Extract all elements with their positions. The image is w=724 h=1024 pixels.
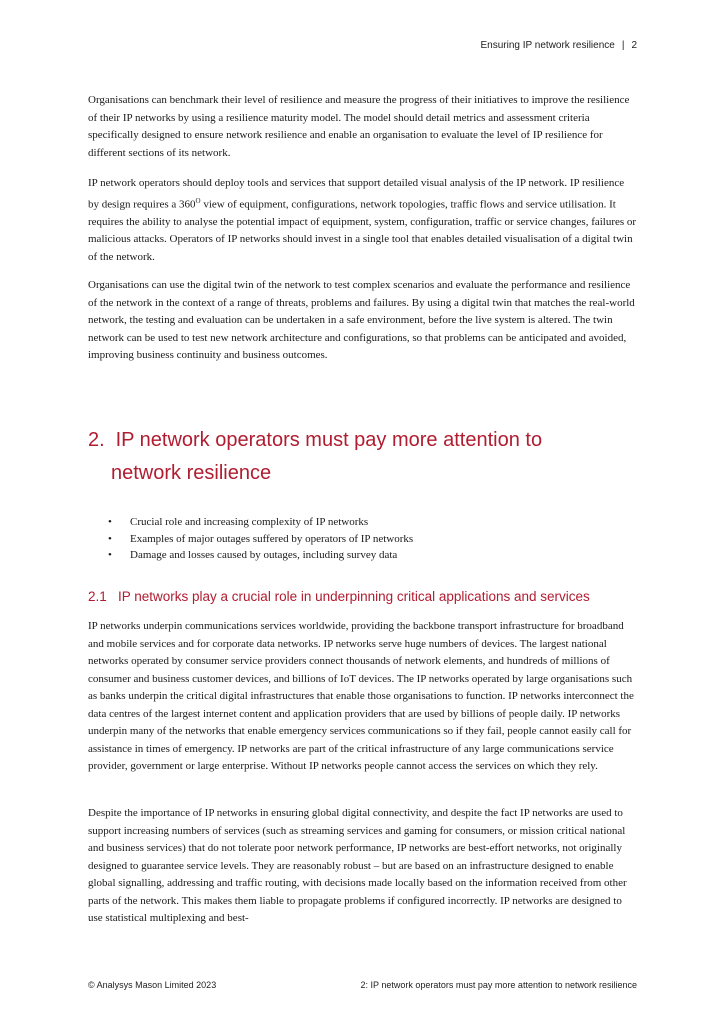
footer-chapter: 2: IP network operators must pay more attention to network resilience	[360, 980, 637, 990]
degree-superscript: O	[195, 196, 201, 205]
paragraph-ip-networks-underpin: IP networks underpin communications services worldwide, providing the backbone transport infrastructure for broadband and mobile services and for corporate data networks. IP networks serve huge numbers of devices. The largest national networks operated by consumer service providers connect thousands of network elements, and hundreds of millions of consumer and business customer devices, and billions of IoT devices. The IP networks operated by large organisations such as banks underpin the critical digital infrastructures that enable those organisations to function. IP networks interconnect the data centres of the largest internet content and application providers that are used by billions of people daily. IP networks underpin many of the networks that enable emergency services communications so if they fail, people cannot easily call for assistance in times of emergency. IP networks are part of the critical infrastructure of any large communications service provider, government or large enterprise. Without IP networks people cannot access the services on which they rely.	[88, 620, 634, 772]
list-item-text: Damage and losses caused by outages, including survey data	[130, 549, 398, 561]
footer-copyright: © Analysys Mason Limited 2023	[88, 980, 217, 990]
list-item	[108, 514, 413, 531]
list-item	[108, 547, 413, 564]
paragraph-visual-analysis-part1: IP network operators should deploy tools and services that support detailed visual analysis of the IP network. IP resilience by design requires a 360	[88, 177, 625, 211]
page-footer	[88, 980, 637, 990]
section-number: 2.	[88, 429, 105, 451]
paragraph-visual-analysis-part2: view of equipment, configurations, network topologies, traffic flows and service utilisation. It requires the ability to analyse the potential impact of equipment, system, configuration, traffic or service changes, failures or malicious attacks. Operators of IP networks should invest in a single tool that enables detailed visualisation of a digital twin of the network.	[88, 198, 637, 263]
page-header	[481, 40, 638, 51]
list-item-text: Examples of major outages suffered by operators of IP networks	[130, 532, 414, 545]
subsection-heading	[88, 588, 648, 606]
page-number: 2	[631, 40, 637, 51]
bullet-icon: •	[108, 532, 112, 545]
header-separator: |	[621, 40, 625, 51]
paragraph-digital-twin: Organisations can use the digital twin of the network to test complex scenarios and evaluate the performance and resilience of the network in the context of a range of threats, problems and failures. By using a digital twin that matches the real-world network, the testing and evaluation can be undertaken in a safe environment, before the live system is altered. The twin network can be used to test new network architecture and configurations, so that problems can be anticipated and avoided, improving business continuity and business outcomes.	[88, 279, 635, 361]
section-title-line1: IP network operators must pay more attention to	[115, 429, 543, 451]
list-item-text: Crucial role and increasing complexity of IP networks	[130, 516, 369, 528]
section-title-line2: network resilience	[111, 462, 272, 484]
list-item	[108, 531, 413, 548]
paragraph-best-effort: Despite the importance of IP networks in ensuring global digital connectivity, and despite the fact IP networks are used to support increasing numbers of services (such as streaming services and gaming for consumers, or mission critical national and business services) that do not tolerate poor network performance, IP networks are best-effort networks, not originally designed to guarantee service levels. They are reasonably robust – but are based on an infrastructure designed to enable global signalling, addressing and traffic routing, with decisions made locally based on the information received from other parts of the network. This makes them liable to propagate problems if configured incorrectly. IP networks are designed to use statistical multiplexing and best-	[88, 807, 627, 924]
header-title: Ensuring IP network resilience	[480, 40, 615, 51]
bullet-icon: •	[108, 516, 112, 528]
bullet-icon: •	[108, 549, 112, 561]
paragraph-visual-analysis	[88, 175, 637, 266]
paragraph-maturity-model: Organisations can benchmark their level of resilience and measure the progress of their initiatives to improve the resilience of their IP networks by using a resilience maturity model. The model should detail metrics and assessment criteria specifically designed to ensure network resilience and enable an organisation to evaluate the level of IP resilience for different sections of its network.	[88, 94, 630, 159]
subsection-title: IP networks play a crucial role in underpinning critical applications and services	[118, 589, 590, 604]
section-bullet-list	[108, 514, 413, 564]
subsection-number: 2.1	[88, 589, 107, 604]
section-heading	[88, 424, 648, 490]
